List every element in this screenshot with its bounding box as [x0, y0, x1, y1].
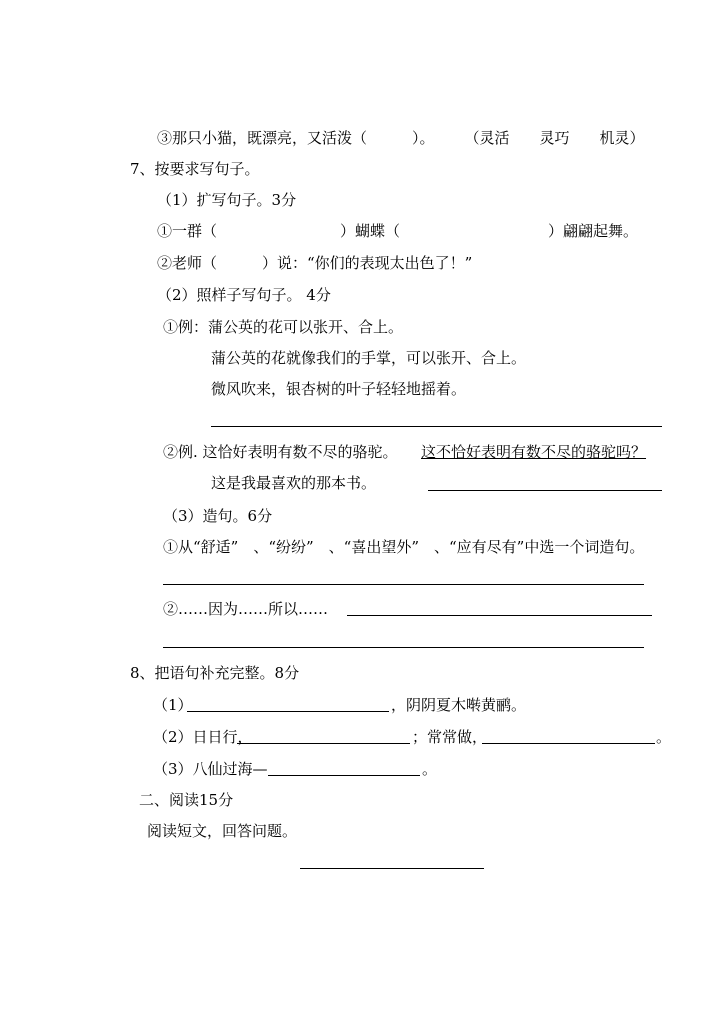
q7-example-1-task: 微风吹来，银杏树的叶子轻轻地摇着。: [211, 380, 467, 398]
answer-line-q8-2b[interactable]: [482, 743, 655, 744]
section-2-title: 二、阅读15分: [139, 791, 234, 809]
q7-example-1-label: ①例：蒲公英的花可以张开、合上。: [163, 318, 404, 336]
passage-title-line: [300, 868, 484, 869]
q7-make-2: ②……因为……所以……: [163, 600, 329, 618]
q8-item-2b: ；常常做，: [412, 728, 488, 746]
answer-line-ex2[interactable]: [428, 490, 662, 491]
q7-example-2-label: ②例. 这恰好表明有数不尽的骆驼。: [163, 443, 398, 461]
section-2-instruction: 阅读短文，回答问题。: [147, 822, 298, 840]
q8-item-2a: （2）日日行，: [153, 728, 253, 746]
q7-make-title: （3）造句。6分: [163, 507, 273, 525]
q7-expand-2: ②老师（ ）说：“你们的表现太出色了！”: [157, 254, 473, 272]
q7-expand-1a: ①一群（: [157, 222, 218, 240]
q8-item-1a: （1）: [153, 696, 193, 714]
q7-imitate-title: （2）照样子写句子。 4分: [157, 286, 331, 304]
q7-example-2-sample: 这不恰好表明有数不尽的骆驼吗？: [421, 443, 647, 461]
q8-item-2c: 。: [656, 728, 672, 746]
q7-example-2-task: 这是我最喜欢的那本书。: [211, 474, 377, 492]
answer-line-q8-2a[interactable]: [237, 743, 410, 744]
q8-title: 8、把语句补充完整。8分: [130, 664, 300, 682]
answer-line-make-1[interactable]: [163, 584, 644, 585]
answer-line-make-2b[interactable]: [163, 647, 644, 648]
q8-item-3a: （3）八仙过海—: [153, 760, 268, 778]
q6-item-3: ③那只小猫，既漂亮，又活泼（ ）。 （灵活 灵巧 机灵）: [157, 129, 645, 147]
q7-expand-title: （1）扩写句子。3分: [157, 191, 297, 209]
q7-expand-1c: ）翩翩起舞。: [548, 222, 639, 240]
q7-make-1: ①从“舒适” 、“纷纷” 、“喜出望外” 、“应有尽有”中选一个词造句。: [163, 538, 645, 556]
q7-example-1-sample: 蒲公英的花就像我们的手掌，可以张开、合上。: [211, 349, 527, 367]
q7-title: 7、按要求写句子。: [130, 160, 260, 178]
answer-line-q8-3[interactable]: [268, 775, 420, 776]
answer-line-ex1[interactable]: [211, 426, 662, 427]
answer-line-make-2a[interactable]: [347, 615, 652, 616]
q8-item-1b: ，阴阴夏木啭黄鹂。: [391, 696, 527, 714]
q8-item-3b: 。: [422, 760, 438, 778]
answer-line-q8-1[interactable]: [187, 711, 389, 712]
q7-expand-1b: ）蝴蝶（: [340, 222, 401, 240]
